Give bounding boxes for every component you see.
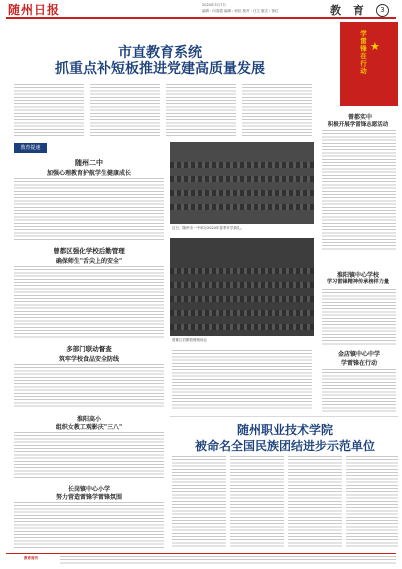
section-tag: 教育提速: [14, 143, 47, 153]
left-article-5: [14, 502, 164, 548]
right-headline-2-line1: 淮阳镇中心学校: [336, 272, 379, 279]
photo-assembly: [170, 142, 314, 224]
left-article-1: [14, 178, 164, 240]
feature-article-col2: [230, 456, 284, 548]
right-headline-3-line1: 金店镇中心中学: [337, 351, 380, 358]
right-article-1: [322, 130, 396, 250]
left-headline-4-line1: 淮阳高小: [76, 416, 101, 423]
flag-banner: [340, 22, 398, 106]
lead-article-col1: [14, 84, 84, 136]
left-headline-3-line1: 多部门联动督查: [66, 345, 112, 353]
page-number: 3: [376, 4, 389, 17]
feature-article-col3: [288, 456, 342, 548]
right-headline-3-line2: 学雷锋在行动: [340, 360, 377, 367]
issue-date: 2024年3月7日: [202, 3, 226, 7]
feature-article-col1: [172, 456, 226, 548]
left-article-3: [14, 364, 164, 409]
left-article-2: [14, 266, 164, 338]
center-article: [172, 350, 312, 410]
masthead-rule: [6, 17, 396, 19]
photo-classroom: [170, 238, 314, 336]
newspaper-logo: 随州日报: [8, 3, 61, 17]
footer-label: 教育周刊: [24, 556, 38, 560]
left-headline-2-line2: 确保师生"舌尖上的安全": [55, 258, 123, 265]
left-headline-3-line2: 筑牢学校食品安全防线: [58, 356, 119, 363]
right-headline-2-line2: 学习雷锋精神传承榜样力量: [326, 279, 390, 285]
left-headline-4-line2: 组织女教工观影庆"三八": [55, 424, 123, 431]
left-article-4: [14, 432, 164, 478]
feature-headline-line1: 随州职业技术学院: [236, 423, 333, 437]
right-headline-1-line1: 曾都实中: [347, 114, 372, 121]
lead-headline-line2: 抓重点补短板推进党建高质量发展: [55, 61, 265, 77]
lead-headline-line1: 市直教育系统: [118, 45, 202, 61]
flag-label: 学雷锋在行动: [359, 30, 367, 75]
left-headline-5-line1: 长岗镇中心小学: [67, 486, 110, 493]
feature-headline-line2: 被命名全国民族团结进步示范单位: [194, 439, 375, 453]
left-headline-1-line2: 加强心理教育护航学生健康成长: [46, 170, 131, 177]
left-headline-1-line1: 随州二中: [75, 158, 103, 167]
right-headline-1-line2: 积极开展学雷锋志愿活动: [327, 122, 389, 128]
left-headline-2-line1: 曾都区强化学校后勤管理: [53, 247, 125, 255]
photo2-caption: 曾都区后勤管理现场会: [172, 338, 207, 342]
right-article-3: [322, 369, 396, 413]
editor-credits: 编辑 : 向春霞 编辑 : 何佳 校对 : 汪文 版式 : 徐红: [202, 9, 279, 13]
right-article-2: [322, 289, 396, 345]
lead-article-col2: [90, 84, 160, 136]
lead-article-col3: [166, 84, 236, 136]
feature-divider: [170, 416, 398, 417]
left-headline-5-line2: 努力营造雷锋学雷锋氛围: [55, 494, 122, 501]
star-icon: ★: [370, 40, 380, 53]
feature-article-col4: [346, 456, 398, 548]
footer-text: [60, 556, 396, 565]
lead-article-col4: [242, 84, 312, 136]
section-title: 教 育: [330, 4, 368, 17]
photo1-caption: 近日，随州市一中举办2024年春季开学典礼。: [172, 226, 244, 230]
